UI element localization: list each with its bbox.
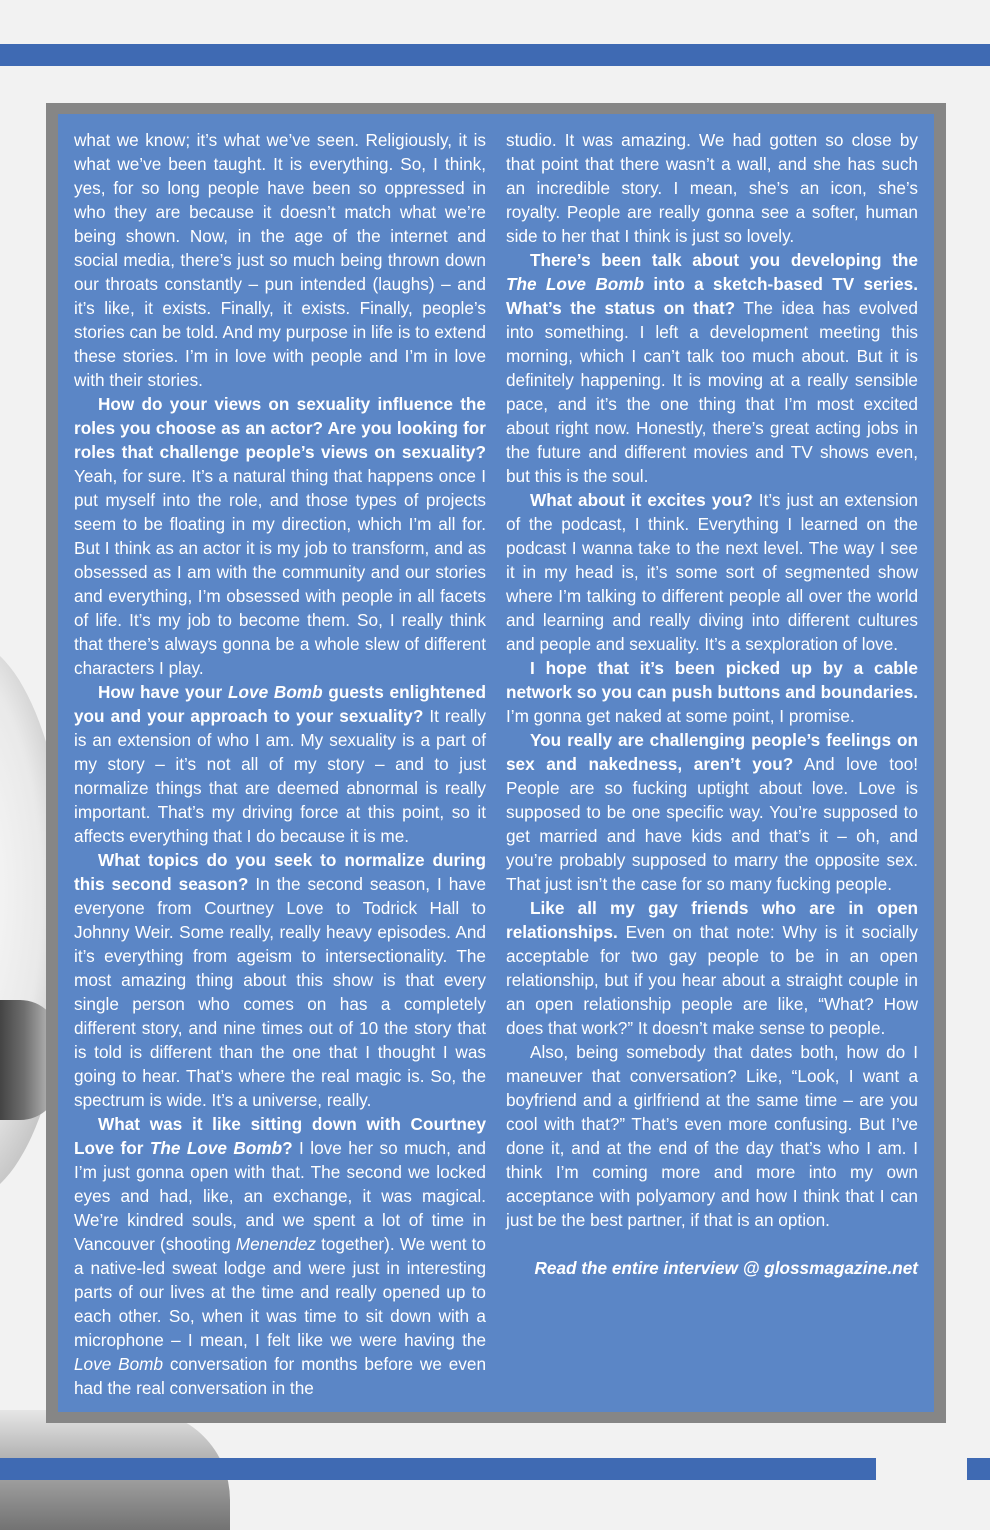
- left-paragraph: [74, 1112, 486, 1400]
- right-paragraph: [506, 728, 918, 896]
- spacer: [506, 1232, 918, 1256]
- question-text: How do your views on sexuality influence the roles you choose as an actor? Are you looking for roles that challenge people’s views on sexuality?: [74, 394, 486, 462]
- right-paragraph: [506, 896, 918, 1040]
- right-paragraph: [506, 128, 918, 248]
- answer-text: In the second season, I have everyone from Courtney Love to Todrick Hall to Johnny Weir. Some really, really heavy episodes. And it’s everything from ageism to intersectionality. The most amazing thing about this show is that every single person who comes on has a completely different story, and nine times out of 10 the story that is told is different than the one that I thought I was going to hear. That’s where the real magic is. So, the spectrum is wide. It’s a universe, really.: [74, 874, 486, 1110]
- question-text: Like all my gay friends who are in open relationships.: [506, 898, 918, 942]
- answer-text: It really is an extension of who I am. My sexuality is a part of my story – it’s not all of my story – and to just normalize things that are deemed abnormal is really important. That’s my driving force at this point, so it affects everything that I do because it is me.: [74, 706, 486, 846]
- top-accent-bar: [0, 44, 990, 66]
- right-column-paragraphs: [506, 128, 918, 1232]
- article-columns: [74, 128, 918, 1400]
- left-paragraph: [74, 848, 486, 1112]
- answer-text: I love her so much, and I’m just gonna open with that. The second we locked eyes and had, like, an exchange, it was magical. We’re kindred souls, and we spent a lot of time in Vancouver (shooting: [74, 1138, 486, 1254]
- bottom-accent-bar-end: [967, 1458, 990, 1480]
- left-paragraph: [74, 680, 486, 848]
- right-paragraph: [506, 488, 918, 656]
- answer-text: together). We went to a native-led sweat lodge and were just in interesting parts of our lives at the time and really opened up to each other. So, when it was time to sit down with a microphone – I mean, I felt like we were having the: [74, 1234, 486, 1350]
- answer-text: Even on that note: Why is it socially acceptable for two gay people to be in an open relationship, but if you hear about a straight couple in an open relationship people are like, “What? How does that work?” It doesn’t make sense to people.: [506, 922, 918, 1038]
- article-panel: [58, 114, 934, 1412]
- answer-text: The idea has evolved into something. I left a development meeting this morning, which I can’t talk too much about. But it is definitely happening. It is moving at a really sensible pace, and it’s the one thing that I’m most excited about right now. Honestly, there’s great acting jobs in the future and different movies and TV shows even, but this is the soul.: [506, 298, 918, 486]
- question-text: The Love Bomb: [506, 274, 645, 294]
- answer-text: studio. It was amazing. We had gotten so close by that point that there wasn’t a wall, and she has such an incredible story. I mean, she’s an icon, she’s royalty. People are really gonna see a softer, human side to her that I think is just so lovely.: [506, 130, 918, 246]
- question-text: into a sketch-based TV series. What’s the status on that?: [506, 274, 918, 318]
- answer-text: Yeah, for sure. It’s a natural thing that happens once I put myself into the role, and those types of projects seem to be floating in my direction, which I’m all for. But I think as an actor it is my job to transform, and as obsessed as I am with the community and our stories and everything, I’m obsessed with people in all facets of life. It’s my job to become them. So, I really think that there’s always gonna be a whole slew of different characters I play.: [74, 466, 486, 678]
- right-paragraph: [506, 248, 918, 488]
- read-more-link[interactable]: Read the entire interview @ glossmagazine.net: [534, 1258, 918, 1278]
- question-text: There’s been talk about you developing the: [530, 250, 918, 270]
- answer-text: Love Bomb: [74, 1354, 164, 1374]
- question-text: You really are challenging people’s feelings on sex and nakedness, aren’t you?: [506, 730, 918, 774]
- question-text: How have your: [98, 682, 229, 702]
- right-column: [506, 128, 918, 1400]
- answer-text: It’s just an extension of the podcast, I think. Everything I learned on the podcast I wanna take to the next level. The way I see it in my head is, it’s some sort of segmented show where I’m talking to different people all over the world and learning and really diving into different cultures and people and sexuality. It’s a sexploration of love.: [506, 490, 918, 654]
- answer-text: And love too! People are so fucking uptight about love. Love is supposed to be one specific way. You’re supposed to get married and have kids and that’s it – oh, and you’re probably supposed to marry the opposite sex. That just isn’t the case for so many fucking people.: [506, 754, 918, 894]
- bottom-accent-bar: [0, 1458, 876, 1480]
- left-column: [74, 128, 486, 1400]
- right-paragraph: [506, 656, 918, 728]
- question-text: What topics do you seek to normalize during this second season?: [74, 850, 486, 894]
- answer-text: I’m gonna get naked at some point, I promise.: [506, 706, 855, 726]
- answer-text: conversation for months before we even had the real conversation in the: [74, 1354, 486, 1398]
- question-text: I hope that it’s been picked up by a cable network so you can push buttons and boundaries.: [506, 658, 918, 702]
- right-paragraph: [506, 1040, 918, 1232]
- question-text: What about it excites you?: [530, 490, 753, 510]
- left-paragraph: [74, 128, 486, 392]
- answer-text: Also, being somebody that dates both, how do I maneuver that conversation? Like, “Look, I want a boyfriend and a girlfriend at the same time – are you cool with that?” That’s even more confusing. But I’ve done it, and at the end of the day that’s who I am. I think I’m coming more and more into my own acceptance with polyamory and how I think that I can just be the best partner, if that is an option.: [506, 1042, 918, 1230]
- left-paragraph: [74, 392, 486, 680]
- question-text: What was it like sitting down with Courtney Love for: [74, 1114, 486, 1158]
- question-text: guests enlightened you and your approach to your sexuality?: [74, 682, 486, 726]
- answer-text: what we know; it’s what we’ve seen. Religiously, it is what we’ve been taught. It is everything. So, I think, yes, for so long people have been so oppressed in who they are because it doesn’t match what we’re being shown. Now, in the age of the internet and social media, there’s just so much being thrown down our throats constantly – pun intended (laughs) – and it’s like, it exists. Finally, it exists. Finally, people’s stories can be told. And my purpose in life is to extend these stories. I’m in love with people and I’m in love with their stories.: [74, 130, 486, 390]
- question-text: ?: [282, 1138, 293, 1158]
- answer-text: Menendez: [235, 1234, 317, 1254]
- question-text: Love Bomb: [228, 682, 323, 702]
- question-text: The Love Bomb: [149, 1138, 283, 1158]
